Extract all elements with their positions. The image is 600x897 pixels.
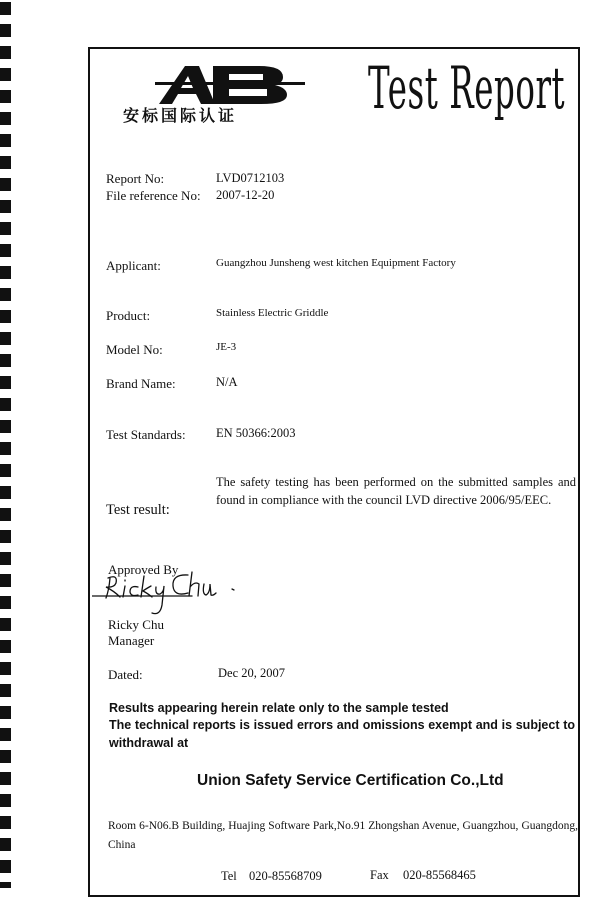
binding-hole (0, 860, 11, 873)
file-reference-label: File reference No: (106, 188, 201, 203)
report-no-label: Report No: (106, 171, 165, 186)
binding-hole (0, 794, 11, 807)
notice-line-2: The technical reports is issued errors and omissions exempt and is subject to withdrawal at (109, 718, 575, 750)
dated-value: Dec 20, 2007 (218, 666, 285, 680)
binding-hole (0, 486, 11, 499)
file-reference-value: 2007-12-20 (216, 188, 275, 202)
binding-hole (0, 2, 11, 15)
binding-strip (0, 0, 14, 888)
binding-hole (0, 354, 11, 367)
binding-hole (0, 816, 11, 829)
binding-hole (0, 706, 11, 719)
binding-hole (0, 508, 11, 521)
tel-value: 020-85568709 (249, 869, 322, 883)
approver-name: Ricky Chu (108, 617, 164, 632)
logo-chinese-text: 安标国际认证 (123, 106, 238, 125)
fax-label: Fax (370, 868, 389, 882)
applicant-value: Guangzhou Junsheng west kitchen Equipment Factory (216, 257, 456, 269)
ab-logo (155, 64, 305, 106)
binding-hole (0, 46, 11, 59)
model-no-value: JE-3 (216, 341, 237, 353)
product-label: Product: (106, 308, 151, 323)
binding-hole (0, 574, 11, 587)
company-address: Room 6-N06.B Building, Huajing Software Park,No.91 Zhongshan Avenue, Guangzhou, Guangdong, China (108, 820, 578, 851)
report-no-value: LVD0712103 (216, 171, 285, 185)
model-no-label: Model No: (106, 342, 163, 357)
dated-label: Dated: (108, 667, 143, 682)
binding-hole (0, 772, 11, 785)
test-result-label: Test result: (106, 502, 170, 518)
approved-by-label: Approved By (108, 562, 179, 577)
test-standards-label: Test Standards: (106, 427, 186, 442)
binding-hole (0, 112, 11, 125)
binding-hole (0, 552, 11, 565)
tel-label: Tel (221, 869, 237, 883)
binding-hole (0, 332, 11, 345)
signature (92, 566, 252, 618)
binding-hole (0, 288, 11, 301)
binding-hole (0, 134, 11, 147)
binding-hole (0, 640, 11, 653)
binding-hole (0, 266, 11, 279)
binding-hole (0, 728, 11, 741)
binding-hole (0, 24, 11, 37)
product-value: Stainless Electric Griddle (216, 307, 329, 319)
applicant-label: Applicant: (106, 258, 161, 273)
notice-line-1: Results appearing herein relate only to the sample tested (109, 701, 449, 715)
report-title: Test Report (368, 54, 566, 122)
brand-name-value: N/A (216, 375, 238, 389)
test-result-value: The safety testing has been performed on the submitted samples and found in compliance with the council LVD directive 2006/95/EEC. (216, 475, 576, 507)
binding-hole (0, 68, 11, 81)
fax-value: 020-85568465 (403, 868, 476, 882)
binding-hole (0, 178, 11, 191)
binding-hole (0, 464, 11, 477)
binding-hole (0, 222, 11, 235)
binding-hole (0, 662, 11, 675)
binding-hole (0, 310, 11, 323)
binding-hole (0, 200, 11, 213)
binding-hole (0, 596, 11, 609)
binding-hole (0, 420, 11, 433)
binding-hole (0, 398, 11, 411)
binding-hole (0, 618, 11, 631)
binding-hole (0, 838, 11, 851)
approver-title: Manager (108, 633, 155, 648)
binding-hole (0, 442, 11, 455)
binding-hole (0, 156, 11, 169)
company-name: Union Safety Service Certification Co.,Ltd (197, 772, 504, 789)
binding-hole (0, 376, 11, 389)
binding-hole (0, 90, 11, 103)
binding-hole (0, 530, 11, 543)
binding-hole (0, 684, 11, 697)
binding-hole (0, 244, 11, 257)
test-standards-value: EN 50366:2003 (216, 426, 296, 440)
binding-hole (0, 750, 11, 763)
binding-hole (0, 882, 11, 888)
brand-name-label: Brand Name: (106, 376, 176, 391)
